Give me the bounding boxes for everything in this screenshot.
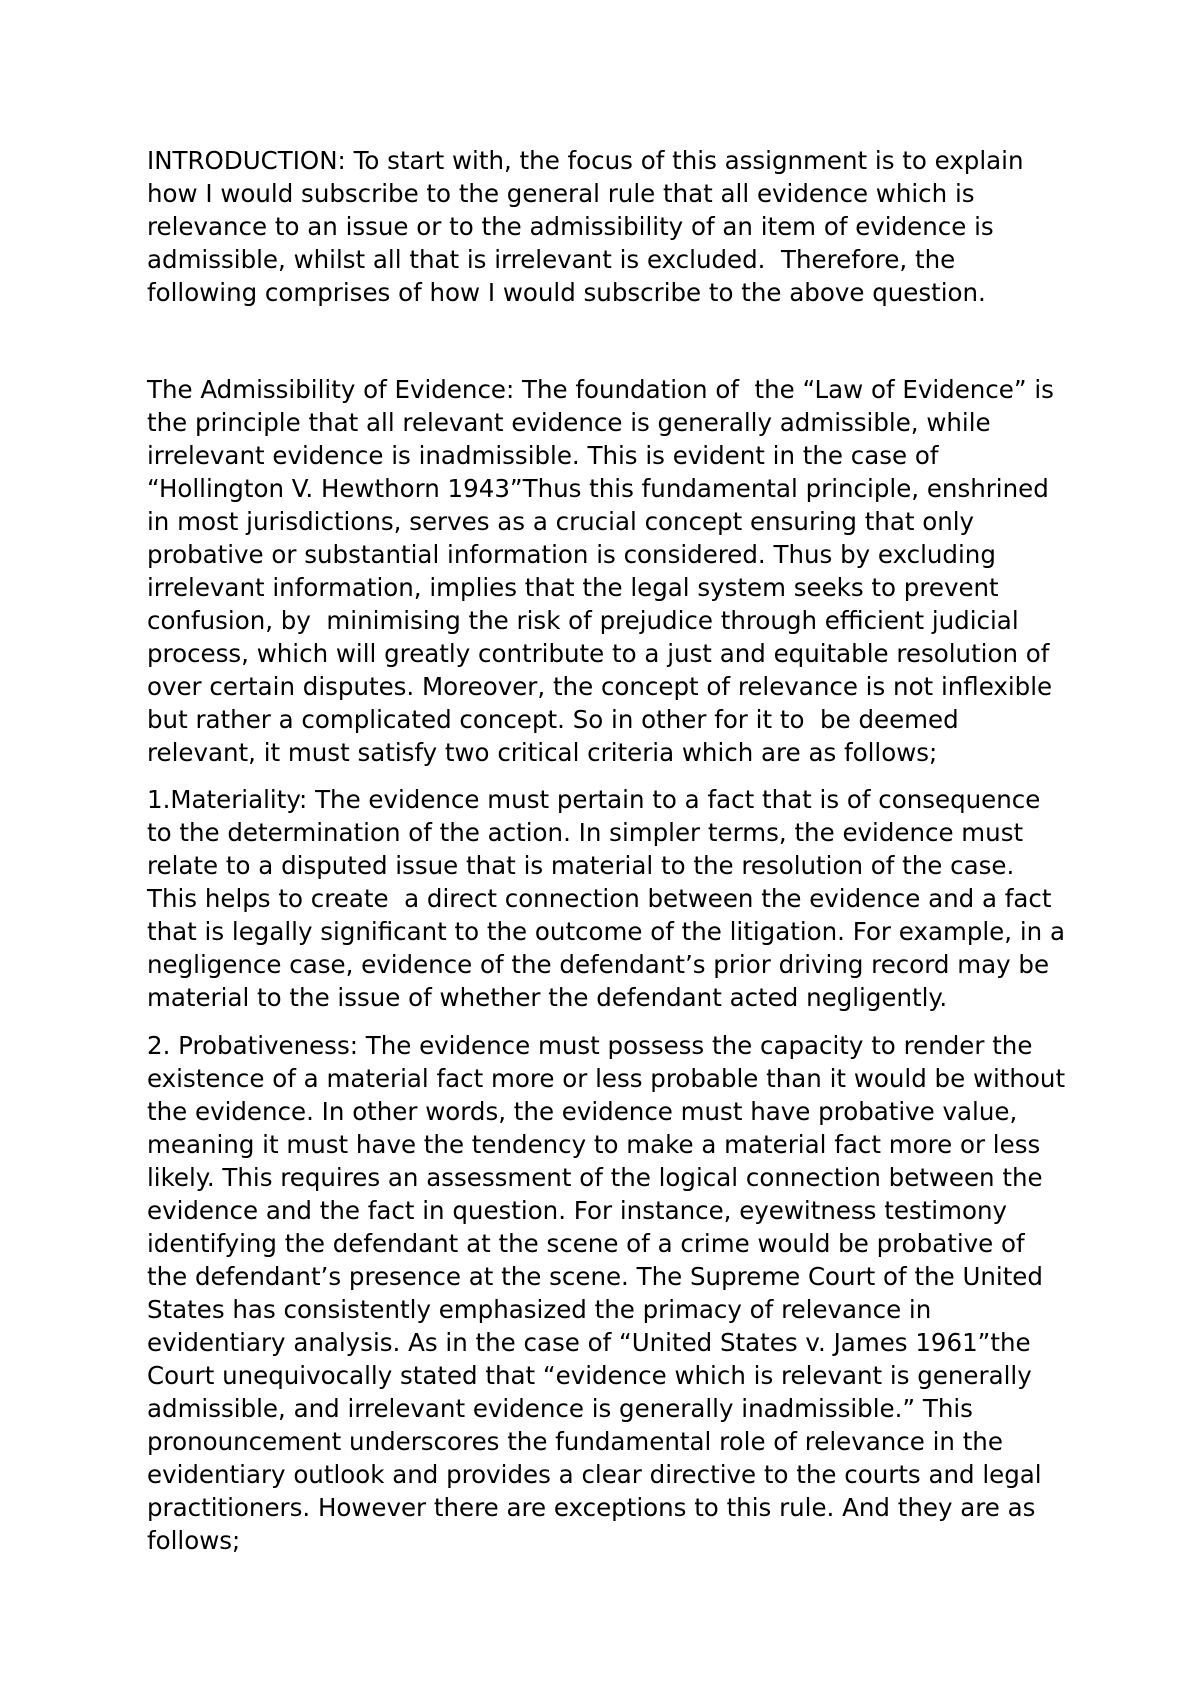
paragraph-admissibility-of-evidence (147, 373, 1087, 769)
text-line: material to the issue of whether the defendant acted negligently. (147, 983, 948, 1012)
paragraph-introduction (147, 144, 1087, 309)
text-line: irrelevant information, implies that the legal system seeks to prevent (147, 573, 999, 602)
text-line: confusion, by minimising the risk of prejudice through efficient judicial (147, 606, 1019, 635)
text-line: evidentiary outlook and provides a clear directive to the courts and legal (147, 1460, 1042, 1489)
text-line: irrelevant evidence is inadmissible. This is evident in the case of (147, 441, 939, 470)
text-line: to the determination of the action. In simpler terms, the evidence must (147, 818, 1024, 847)
text-line: practitioners. However there are exceptions to this rule. And they are as (147, 1493, 1036, 1522)
paragraph-materiality (147, 783, 1087, 1014)
text-line: over certain disputes. Moreover, the concept of relevance is not inflexible (147, 672, 1053, 701)
text-line: that is legally significant to the outcome of the litigation. For example, in a (147, 917, 1065, 946)
text-line: The Admissibility of Evidence: The foundation of the “Law of Evidence” is (147, 375, 1054, 404)
text-line: meaning it must have the tendency to make a material fact more or less (147, 1130, 1041, 1159)
text-line: “Hollington V. Hewthorn 1943”Thus this fundamental principle, enshrined (147, 474, 1049, 503)
paragraph-probativeness (147, 1029, 1087, 1557)
text-line: relevant, it must satisfy two critical criteria which are as follows; (147, 738, 938, 767)
text-line: how I would subscribe to the general rule that all evidence which is (147, 179, 975, 208)
text-line: the principle that all relevant evidence is generally admissible, while (147, 408, 991, 437)
text-line: relevance to an issue or to the admissibility of an item of evidence is (147, 212, 994, 241)
text-line: evidentiary analysis. As in the case of “United States v. James 1961”the (147, 1328, 1031, 1357)
text-line: This helps to create a direct connection between the evidence and a fact (147, 884, 1052, 913)
text-line: likely. This requires an assessment of the logical connection between the (147, 1163, 1043, 1192)
text-line: 1.Materiality: The evidence must pertain to a fact that is of consequence (147, 785, 1041, 814)
text-line: in most jurisdictions, serves as a crucial concept ensuring that only (147, 507, 975, 536)
text-line: the defendant’s presence at the scene. The Supreme Court of the United (147, 1262, 1043, 1291)
text-line: INTRODUCTION: To start with, the focus of this assignment is to explain (147, 146, 1024, 175)
text-line: evidence and the fact in question. For instance, eyewitness testimony (147, 1196, 1007, 1225)
text-line: the evidence. In other words, the evidence must have probative value, (147, 1097, 1018, 1126)
text-line: admissible, and irrelevant evidence is generally inadmissible.” This (147, 1394, 973, 1423)
text-line: States has consistently emphasized the primacy of relevance in (147, 1295, 932, 1324)
text-line: process, which will greatly contribute to a just and equitable resolution of (147, 639, 1050, 668)
text-line: following comprises of how I would subscribe to the above question. (147, 278, 986, 307)
text-line: negligence case, evidence of the defendant’s prior driving record may be (147, 950, 1050, 979)
text-line: Court unequivocally stated that “evidence which is relevant is generally (147, 1361, 1032, 1390)
text-line: existence of a material fact more or less probable than it would be without (147, 1064, 1066, 1093)
text-line: pronouncement underscores the fundamental role of relevance in the (147, 1427, 1003, 1456)
text-line: follows; (147, 1526, 241, 1555)
text-line: relate to a disputed issue that is material to the resolution of the case. (147, 851, 1015, 880)
text-line: identifying the defendant at the scene of a crime would be probative of (147, 1229, 1025, 1258)
text-line: but rather a complicated concept. So in other for it to be deemed (147, 705, 959, 734)
text-line: 2. Probativeness: The evidence must possess the capacity to render the (147, 1031, 1033, 1060)
text-line: admissible, whilst all that is irrelevant is excluded. Therefore, the (147, 245, 956, 274)
text-line: probative or substantial information is considered. Thus by excluding (147, 540, 996, 569)
